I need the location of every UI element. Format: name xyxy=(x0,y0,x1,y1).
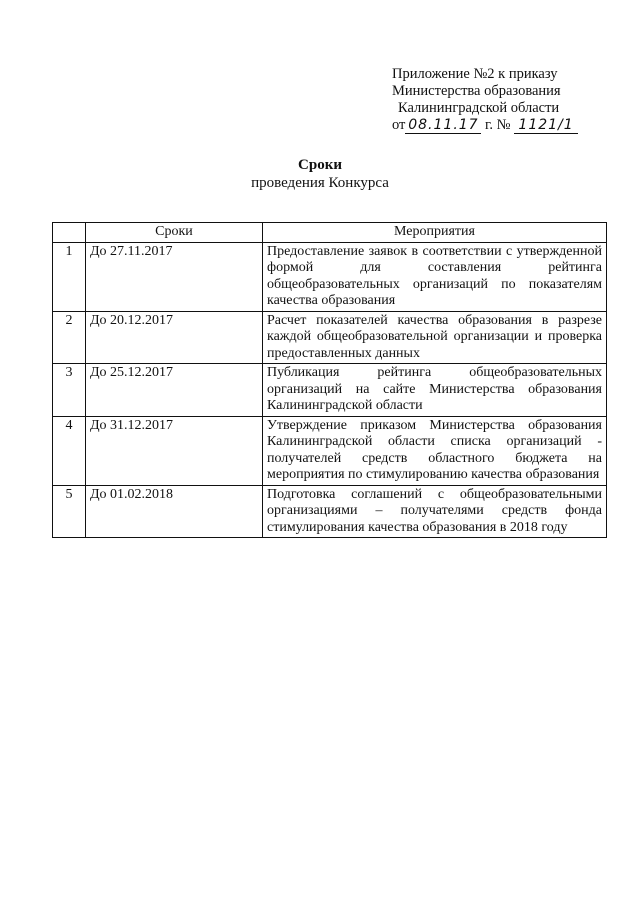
from-label: от xyxy=(392,117,406,133)
handwritten-date: 08.11.17 xyxy=(405,118,481,134)
row-deadline: До 20.12.2017 xyxy=(86,311,263,364)
header-cell-number xyxy=(53,223,86,243)
row-event: Предоставление заявок в соответствии с утвержденной формой для составления рейтинга общеобразовательных организаций по показателям качества образования xyxy=(263,242,607,311)
header-cell-event: Мероприятия xyxy=(263,223,607,243)
row-number: 1 xyxy=(53,242,86,311)
schedule-table xyxy=(52,222,607,538)
table-row xyxy=(53,485,607,538)
row-deadline: До 25.12.2017 xyxy=(86,364,263,417)
title-sub: проведения Конкурса xyxy=(251,175,389,191)
header-line-2: Министерства образования xyxy=(392,83,561,99)
handwritten-order-number: 1121/1 xyxy=(514,118,578,134)
header-cell-deadline: Сроки xyxy=(86,223,263,243)
table-row xyxy=(53,416,607,485)
row-number: 2 xyxy=(53,311,86,364)
document-title xyxy=(0,156,640,192)
row-event: Расчет показателей качества образования в разрезе каждой общеобразовательной организации и проверка предоставленных данных xyxy=(263,311,607,364)
table-row xyxy=(53,311,607,364)
row-event: Публикация рейтинга общеобразовательных организаций на сайте Министерства образования Калининградской области xyxy=(263,364,607,417)
row-deadline: До 01.02.2018 xyxy=(86,485,263,538)
title-main: Сроки xyxy=(298,157,342,173)
table-row xyxy=(53,364,607,417)
row-number: 5 xyxy=(53,485,86,538)
row-number: 4 xyxy=(53,416,86,485)
row-event: Утверждение приказом Министерства образования Калининградской области списка организаций - получателей средств областного бюджета на мероприятия по стимулированию качества образования xyxy=(263,416,607,485)
row-deadline: До 27.11.2017 xyxy=(86,242,263,311)
year-number-label: г. № xyxy=(485,117,511,133)
table-row xyxy=(53,242,607,311)
header-line-3: Калининградской области xyxy=(398,100,560,116)
row-deadline: До 31.12.2017 xyxy=(86,416,263,485)
order-date-number-line xyxy=(392,117,578,134)
row-number: 3 xyxy=(53,364,86,417)
row-event: Подготовка соглашений с общеобразовательными организациями – получателями средств фонда стимулирования качества образования в 2018 году xyxy=(263,485,607,538)
order-attachment-header xyxy=(392,66,578,134)
header-line-1: Приложение №2 к приказу xyxy=(392,66,558,82)
table-header-row xyxy=(53,223,607,243)
